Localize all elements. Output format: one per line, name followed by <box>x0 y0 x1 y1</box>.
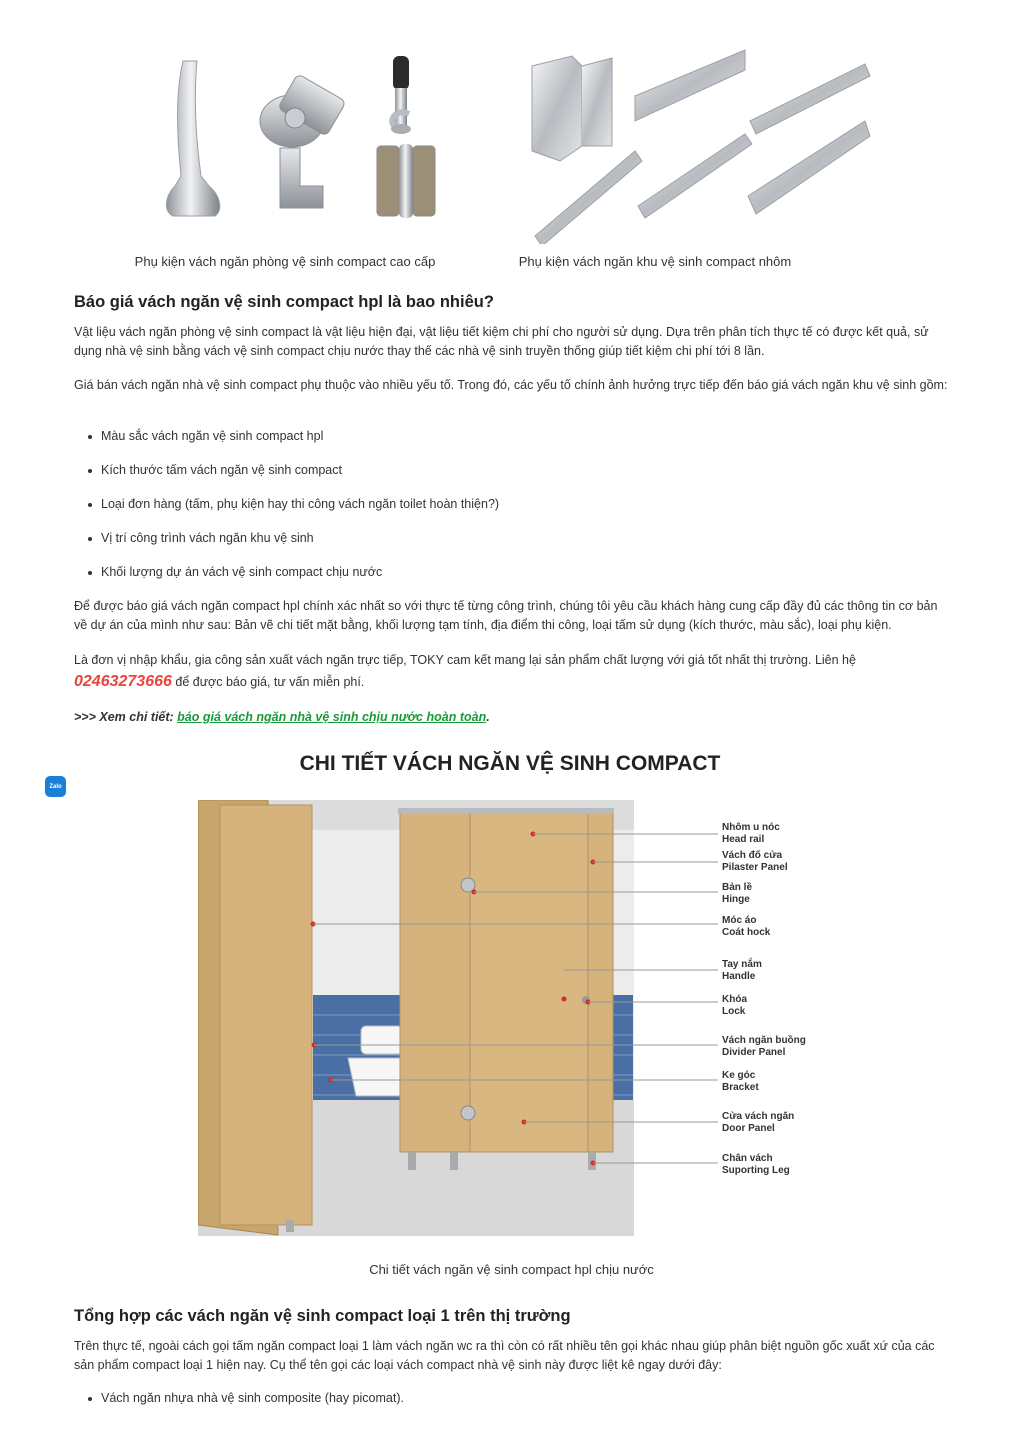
see-detail-suffix: . <box>486 710 490 724</box>
list-item: Khối lượng dự án vách vệ sinh compact chịu nước <box>101 565 383 579</box>
left-figure-caption: Phụ kiện vách ngăn phòng vệ sinh compact cao cấp <box>134 254 436 269</box>
contact-text: Là đơn vị nhập khẩu, gia công sản xuất vách ngăn trực tiếp, TOKY cam kết mang lại sản phẩm chất lượng với giá tốt nhất thị trường. Liên hệ <box>74 653 856 667</box>
diagram-leader-lines <box>634 800 718 1200</box>
list-item: Màu sắc vách ngăn vệ sinh compact hpl <box>101 429 324 443</box>
paragraph-requirements: Để được báo giá vách ngăn compact hpl chính xác nhất so với thực tế từng công trình, chúng tôi yêu cầu khách hàng cung cấp đầy đủ các thông tin cơ bản về dự án của mình như sau: Bản vẽ chi tiết mặt bằng, khối lượng tạm tính, địa điểm thi công, loại tấm sử dụng (kích thước, màu sắc), loại phụ kiện. <box>74 599 938 632</box>
see-detail-line <box>74 708 490 727</box>
paragraph-contact <box>74 650 949 693</box>
diagram-label-pilaster: Vách đố cửa Pilaster Panel <box>722 850 788 873</box>
section-heading-types: Tổng hợp các vách ngăn vệ sinh compact loại 1 trên thị trường <box>74 1307 571 1325</box>
section-heading-price: Báo giá vách ngăn vệ sinh compact hpl là bao nhiêu? <box>74 293 494 311</box>
price-detail-link[interactable]: báo giá vách ngăn nhà vệ sinh chịu nước hoàn toàn <box>177 710 487 724</box>
paragraph-factors: Giá bán vách ngăn nhà vệ sinh compact phụ thuộc vào nhiều yếu tố. Trong đó, các yếu tố chính ảnh hưởng trực tiếp đến báo giá vách ngăn khu vệ sinh gồm: <box>74 378 948 392</box>
list-item: Kích thước tấm vách ngăn vệ sinh compact <box>101 463 342 477</box>
diagram-label-coat-hook: Móc áo Coát hock <box>722 915 771 938</box>
diagram-caption: Chi tiết vách ngăn vệ sinh compact hpl chịu nước <box>369 1262 654 1277</box>
paragraph-intro: Vật liệu vách ngăn phòng vệ sinh compact là vật liệu hiện đại, vật liệu tiết kiệm chi phí cho người sử dụng. Dựa trên phân tích thực tế có được kết quả, sử dụng nhà vệ sinh bằng vách vệ sinh compact chịu nước thay thế các nhà vệ sinh truyền thống giúp tiết kiệm chi phí tới 8 lần. <box>74 325 929 358</box>
diagram-label-hinge: Bản lề Hinge <box>722 882 753 905</box>
aluminum-profiles-photo-right <box>520 36 890 244</box>
diagram-label-handle: Tay nắm Handle <box>722 959 762 982</box>
toilet-partition-photo <box>198 800 634 1236</box>
zalo-chat-button[interactable]: Zalo <box>45 776 66 797</box>
accessories-photo-left <box>135 36 497 244</box>
see-detail-prefix: >>> Xem chi tiết: <box>74 710 178 724</box>
diagram-label-head-rail: Nhôm u nóc Head rail <box>722 822 780 845</box>
diagram-label-bracket: Ke góc Bracket <box>722 1070 759 1093</box>
paragraph-types-intro: Trên thực tế, ngoài cách gọi tấm ngăn compact loại 1 làm vách ngăn wc ra thì còn có rất nhiều tên gọi khác nhau giúp phân biệt nguồn gốc xuất xứ của các sản phẩm compact loại 1 hiện nay. Cụ thể tên gọi các loại vách compact nhà vệ sinh này được liệt kê ngay dưới đây: <box>74 1339 935 1372</box>
right-figure-caption: Phụ kiện vách ngăn khu vệ sinh compact nhôm <box>518 254 792 269</box>
list-item: Vách ngăn nhựa nhà vệ sinh composite (hay picomat). <box>101 1391 404 1405</box>
list-item: Loại đơn hàng (tấm, phụ kiện hay thi công vách ngăn toilet hoàn thiện?) <box>101 497 500 511</box>
diagram-label-lock: Khóa Lock <box>722 994 747 1017</box>
diagram-label-divider: Vách ngăn buồng Divider Panel <box>722 1035 806 1058</box>
diagram-label-door: Cửa vách ngăn Door Panel <box>722 1111 795 1134</box>
contact-text-end: để được báo giá, tư vấn miễn phí. <box>171 675 365 689</box>
diagram-title: CHI TIẾT VÁCH NGĂN VỆ SINH COMPACT <box>299 752 721 775</box>
diagram-label-leg: Chân vách Suporting Leg <box>722 1153 790 1176</box>
list-item: Vị trí công trình vách ngăn khu vệ sinh <box>101 531 314 545</box>
phone-number-link[interactable]: 02463273666 <box>74 673 172 690</box>
